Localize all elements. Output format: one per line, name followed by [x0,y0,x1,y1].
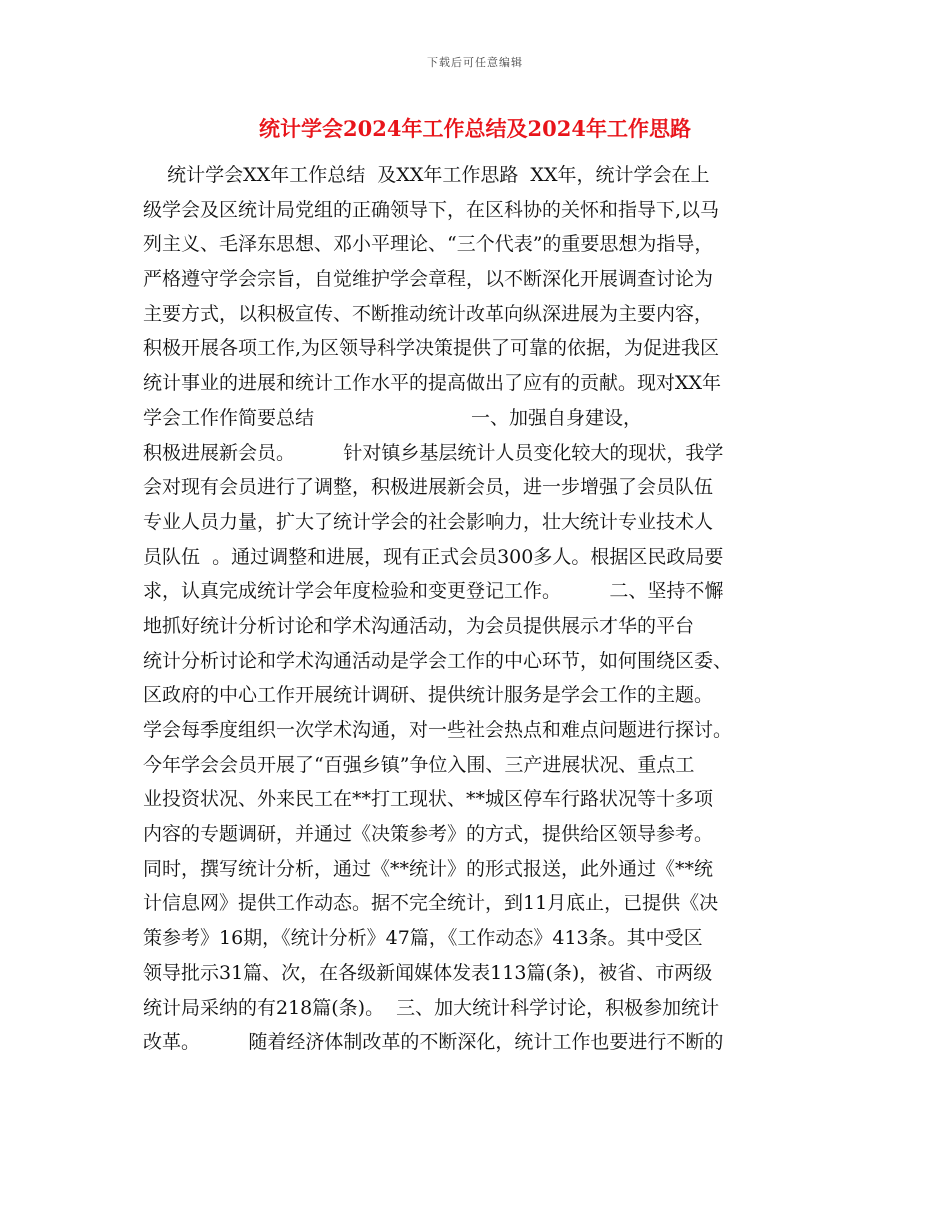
paragraph-line: 策参考》16期，《统计分析》47篇，《工作动态》413条。其中受区 [143,927,703,950]
paragraph-line: 计信息网》提供工作动态。据不完全统计，到11月底止，已提供《决 [143,892,719,915]
paragraph-line: 严格遵守学会宗旨，自觉维护学会章程，以不断深化开展调查讨论为 [143,268,714,291]
paragraph-line: 员队伍 。通过调整和进展，现有正式会员300多人。根据区民政局要 [143,545,724,568]
paragraph-line: 学会每季度组织一次学术沟通，对一些社会热点和难点问题进行探讨。 [143,719,733,741]
paragraph-line: 统计分析讨论和学术沟通活动是学会工作的中心环节，如何围绕区委、 [143,649,733,672]
paragraph-line: 今年学会会员开展了“百强乡镇”争位入围、三产进展状况、重点工 [143,753,695,776]
paragraph-line: 专业人员力量，扩大了统计学会的社会影响力，壮大统计专业技术人 [143,510,714,533]
document-title: 统计学会2024年工作总结及2024年工作思路 [259,116,691,141]
paragraph-line: 业投资状况、外来民工在**打工现状、**城区停车行路状况等十多项 [143,788,714,811]
paragraph-line: 学会工作作简要总结 一、加强自身建设， [143,406,643,429]
paragraph-line: 改革。 随着经济体制改革的不断深化，统计工作也要进行不断的 [143,1031,724,1054]
paragraph-line: 求，认真完成统计学会年度检验和变更登记工作。 二、坚持不懈 [143,580,724,603]
paragraph-line: 内容的专题调研，并通过《决策参考》的方式，提供给区领导参考。 [143,823,714,846]
document-body [143,158,807,1060]
header-note: 下载后可任意编辑 [427,56,523,69]
paragraph-line: 区政府的中心工作开展统计调研、提供统计服务是学会工作的主题。 [143,684,714,707]
paragraph-line: 同时，撰写统计分析，通过《**统计》的形式报送，此外通过《**统 [143,857,714,880]
paragraph-line: 领导批示31篇、次，在各级新闻媒体发表113篇(条)，被省、市两级 [143,961,713,984]
paragraph-line: 级学会及区统计局党组的正确领导下，在区科协的关怀和指导下,以马 [143,198,720,221]
paragraph-line: 统计学会XX年工作总结 及XX年工作思路 XX年，统计学会在上 [143,164,710,186]
paragraph-line: 积极开展各项工作,为区领导科学决策提供了可靠的依据，为促进我区 [143,337,720,360]
paragraph-line: 统计局采纳的有218篇(条)。 三、加大统计科学讨论，积极参加统计 [143,996,720,1019]
paragraph-line: 地抓好统计分析讨论和学术沟通活动，为会员提供展示才华的平台 [143,614,695,637]
paragraph-line: 统计事业的进展和统计工作水平的提高做出了应有的贡献。现对XX年 [143,372,722,395]
paragraph-line: 积极进展新会员。 针对镇乡基层统计人员变化较大的现状，我学 [143,441,724,464]
paragraph-line: 列主义、毛泽东思想、邓小平理论、“三个代表”的重要思想为指导， [143,233,714,256]
paragraph-line: 会对现有会员进行了调整，积极进展新会员，进一步增强了会员队伍 [143,476,714,499]
paragraph-line: 主要方式，以积极宣传、不断推动统计改革向纵深进展为主要内容， [143,302,714,325]
